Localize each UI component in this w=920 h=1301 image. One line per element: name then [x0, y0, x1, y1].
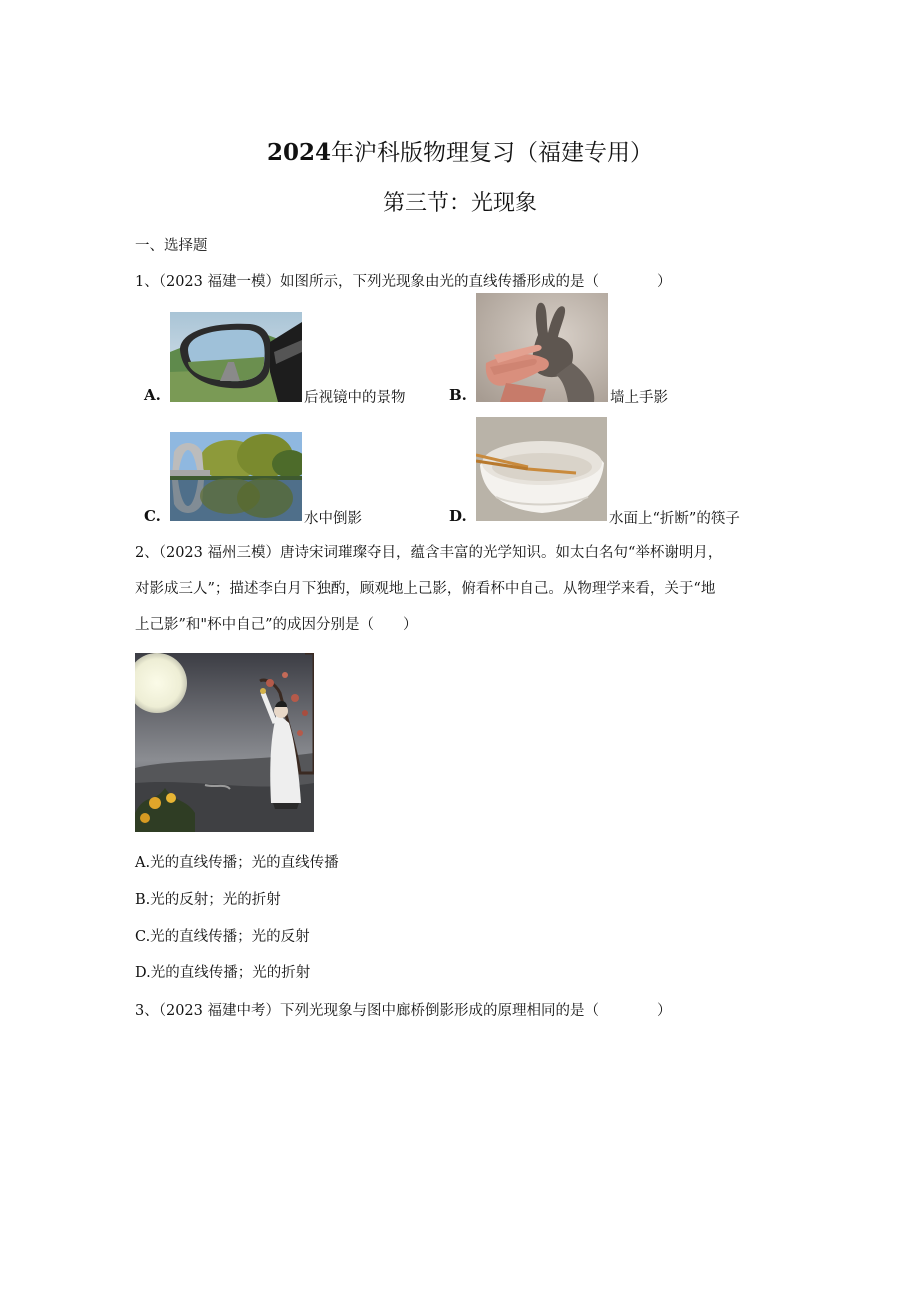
q2-option-c: C.光的直线传播；光的反射 [135, 929, 310, 945]
bowl-chopsticks-photo [476, 417, 607, 521]
q1-option-a-label: A. [144, 386, 161, 404]
q1-option-b-caption: 墙上手影 [610, 390, 668, 406]
car-mirror-photo [170, 312, 302, 402]
q1-option-c-label: C. [144, 507, 161, 525]
question-2-stem-line-1: 2、（2023 福州三模）唐诗宋词璀璨夺目，蕴含丰富的光学知识。如太白名句“举杯谢明月， [135, 545, 723, 561]
page-subtitle: 第三节：光现象 [382, 191, 537, 216]
q2-option-a: A.光的直线传播；光的直线传播 [135, 855, 339, 871]
section-heading: 一、选择题 [135, 238, 208, 254]
q1-option-d-caption: 水面上“折断”的筷子 [609, 511, 740, 527]
question-2-stem-line-3: 上己影”和"杯中自己”的成因分别是（ ） [135, 617, 418, 633]
li-bai-moon-illustration [135, 653, 314, 832]
q1-option-d-label: D. [449, 507, 467, 525]
page-title: 2024年沪科版物理复习（福建专用） [266, 139, 653, 166]
arch-bridge-reflection-photo [170, 432, 302, 521]
question-2-stem-line-2: 对影成三人”；描述李白月下独酌，顾观地上己影，俯看杯中自己。从物理学来看，关于“地 [135, 581, 716, 597]
q2-option-d: D.光的直线传播；光的折射 [135, 965, 311, 981]
q1-option-a-caption: 后视镜中的景物 [304, 390, 406, 406]
question-1-stem: 1、（2023 福建一模）如图所示，下列光现象由光的直线传播形成的是（ ） [135, 274, 672, 290]
q1-option-c-caption: 水中倒影 [304, 511, 362, 527]
q1-option-b-label: B. [449, 386, 467, 404]
question-3-stem: 3、（2023 福建中考）下列光现象与图中廊桥倒影形成的原理相同的是（ ） [135, 1003, 672, 1019]
hand-shadow-photo [476, 293, 608, 402]
q2-option-b: B.光的反射；光的折射 [135, 892, 281, 908]
